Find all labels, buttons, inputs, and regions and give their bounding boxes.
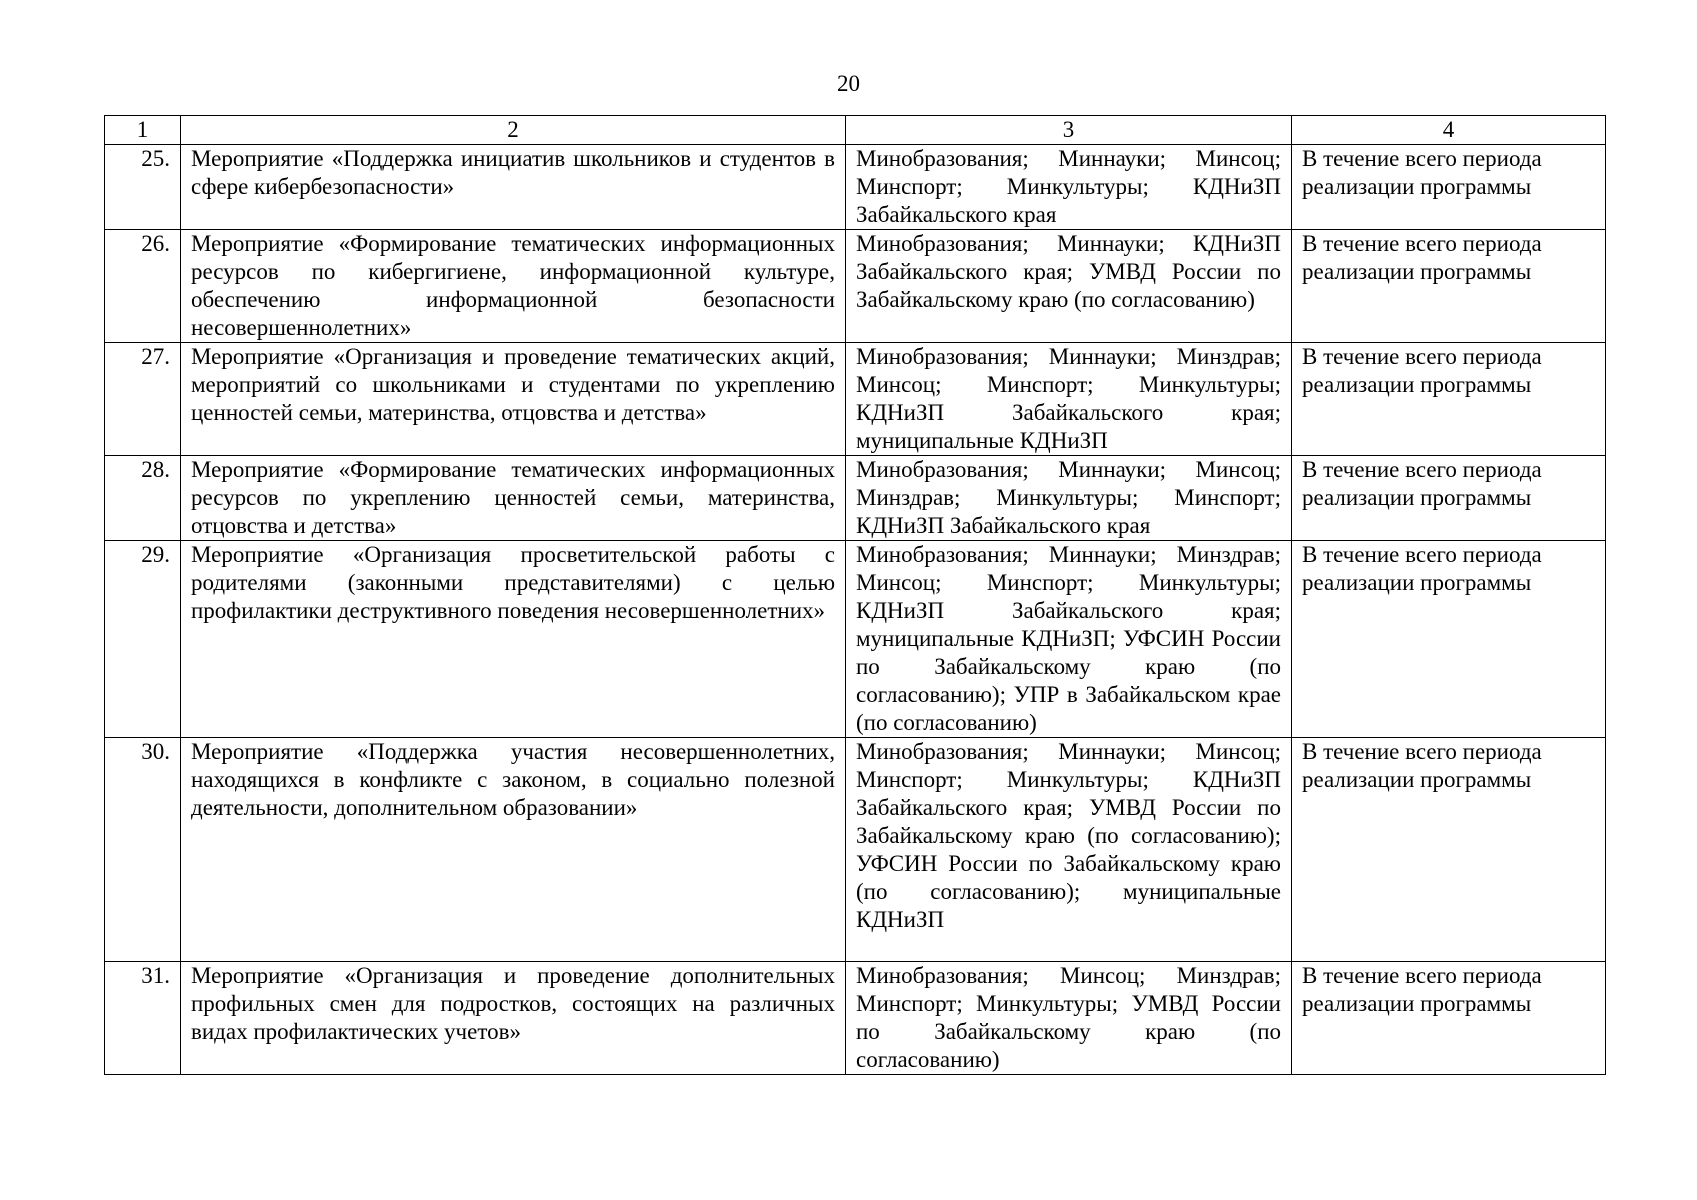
row-number: 25. bbox=[105, 145, 181, 230]
table-row bbox=[105, 145, 1606, 230]
activity-cell: Мероприятие «Организация просветительской работы с родителями (законными представителями) с целью профилактики деструктивного поведения несовершеннолетних» bbox=[181, 541, 846, 738]
executors-cell: Минобразования; Минсоц; Минздрав; Минспорт; Минкультуры; УМВД России по Забайкальскому краю (по согласованию) bbox=[846, 962, 1292, 1075]
activity-cell: Мероприятие «Формирование тематических информационных ресурсов по кибергигиене, информационной культуре, обеспечению информационной безопасности несовершеннолетних» bbox=[181, 230, 846, 343]
executors-cell: Минобразования; Миннауки; Минздрав; Минсоц; Минспорт; Минкультуры; КДНиЗП Забайкальского края; муниципальные КДНиЗП bbox=[846, 343, 1292, 456]
table-row bbox=[105, 738, 1606, 962]
executors-cell: Минобразования; Миннауки; Минсоц; Минздрав; Минкультуры; Минспорт; КДНиЗП Забайкальского края bbox=[846, 456, 1292, 541]
period-cell: В течение всего периода реализации программы bbox=[1292, 145, 1606, 230]
activity-cell: Мероприятие «Организация и проведение тематических акций, мероприятий со школьниками и студентами по укреплению ценностей семьи, материнства, отцовства и детства» bbox=[181, 343, 846, 456]
activity-cell: Мероприятие «Формирование тематических информационных ресурсов по укреплению ценностей семьи, материнства, отцовства и детства» bbox=[181, 456, 846, 541]
table-row bbox=[105, 230, 1606, 343]
period-cell: В течение всего периода реализации программы bbox=[1292, 343, 1606, 456]
executors-cell: Минобразования; Миннауки; КДНиЗП Забайкальского края; УМВД России по Забайкальскому краю (по согласованию) bbox=[846, 230, 1292, 343]
table-row bbox=[105, 962, 1606, 1075]
row-number: 28. bbox=[105, 456, 181, 541]
activity-cell: Мероприятие «Поддержка инициатив школьников и студентов в сфере кибербезопасности» bbox=[181, 145, 846, 230]
row-number: 30. bbox=[105, 738, 181, 962]
activity-cell: Мероприятие «Организация и проведение дополнительных профильных смен для подростков, состоящих на различных видах профилактических учетов» bbox=[181, 962, 846, 1075]
column-header-period: 4 bbox=[1292, 116, 1606, 145]
row-number: 26. bbox=[105, 230, 181, 343]
executors-cell: Минобразования; Миннауки; Минздрав; Минсоц; Минспорт; Минкультуры; КДНиЗП Забайкальского края; муниципальные КДНиЗП; УФСИН России по Забайкальскому краю (по согласованию); УПР в Забайкальском крае (по согласованию) bbox=[846, 541, 1292, 738]
period-cell: В течение всего периода реализации программы bbox=[1292, 230, 1606, 343]
period-cell: В течение всего периода реализации программы bbox=[1292, 962, 1606, 1075]
activities-table bbox=[104, 115, 1606, 1075]
row-number: 29. bbox=[105, 541, 181, 738]
table-row bbox=[105, 456, 1606, 541]
period-cell: В течение всего периода реализации программы bbox=[1292, 541, 1606, 738]
table-row bbox=[105, 541, 1606, 738]
column-header-number: 1 bbox=[105, 116, 181, 145]
row-number: 27. bbox=[105, 343, 181, 456]
row-number: 31. bbox=[105, 962, 181, 1075]
executors-cell: Минобразования; Миннауки; Минсоц; Минспорт; Минкультуры; КДНиЗП Забайкальского края; УМВД России по Забайкальскому краю (по согласованию); УФСИН России по Забайкальскому краю (по согласованию); муниципальные КДНиЗП bbox=[846, 738, 1292, 962]
executors-cell: Минобразования; Миннауки; Минсоц; Минспорт; Минкультуры; КДНиЗП Забайкальского края bbox=[846, 145, 1292, 230]
column-header-activity: 2 bbox=[181, 116, 846, 145]
column-header-executors: 3 bbox=[846, 116, 1292, 145]
period-cell: В течение всего периода реализации программы bbox=[1292, 456, 1606, 541]
table-header-row bbox=[105, 116, 1606, 145]
table-row bbox=[105, 343, 1606, 456]
page-number: 20 bbox=[837, 71, 860, 96]
activity-cell: Мероприятие «Поддержка участия несовершеннолетних, находящихся в конфликте с законом, в социально полезной деятельности, дополнительном образовании» bbox=[181, 738, 846, 962]
period-cell: В течение всего периода реализации программы bbox=[1292, 738, 1606, 962]
